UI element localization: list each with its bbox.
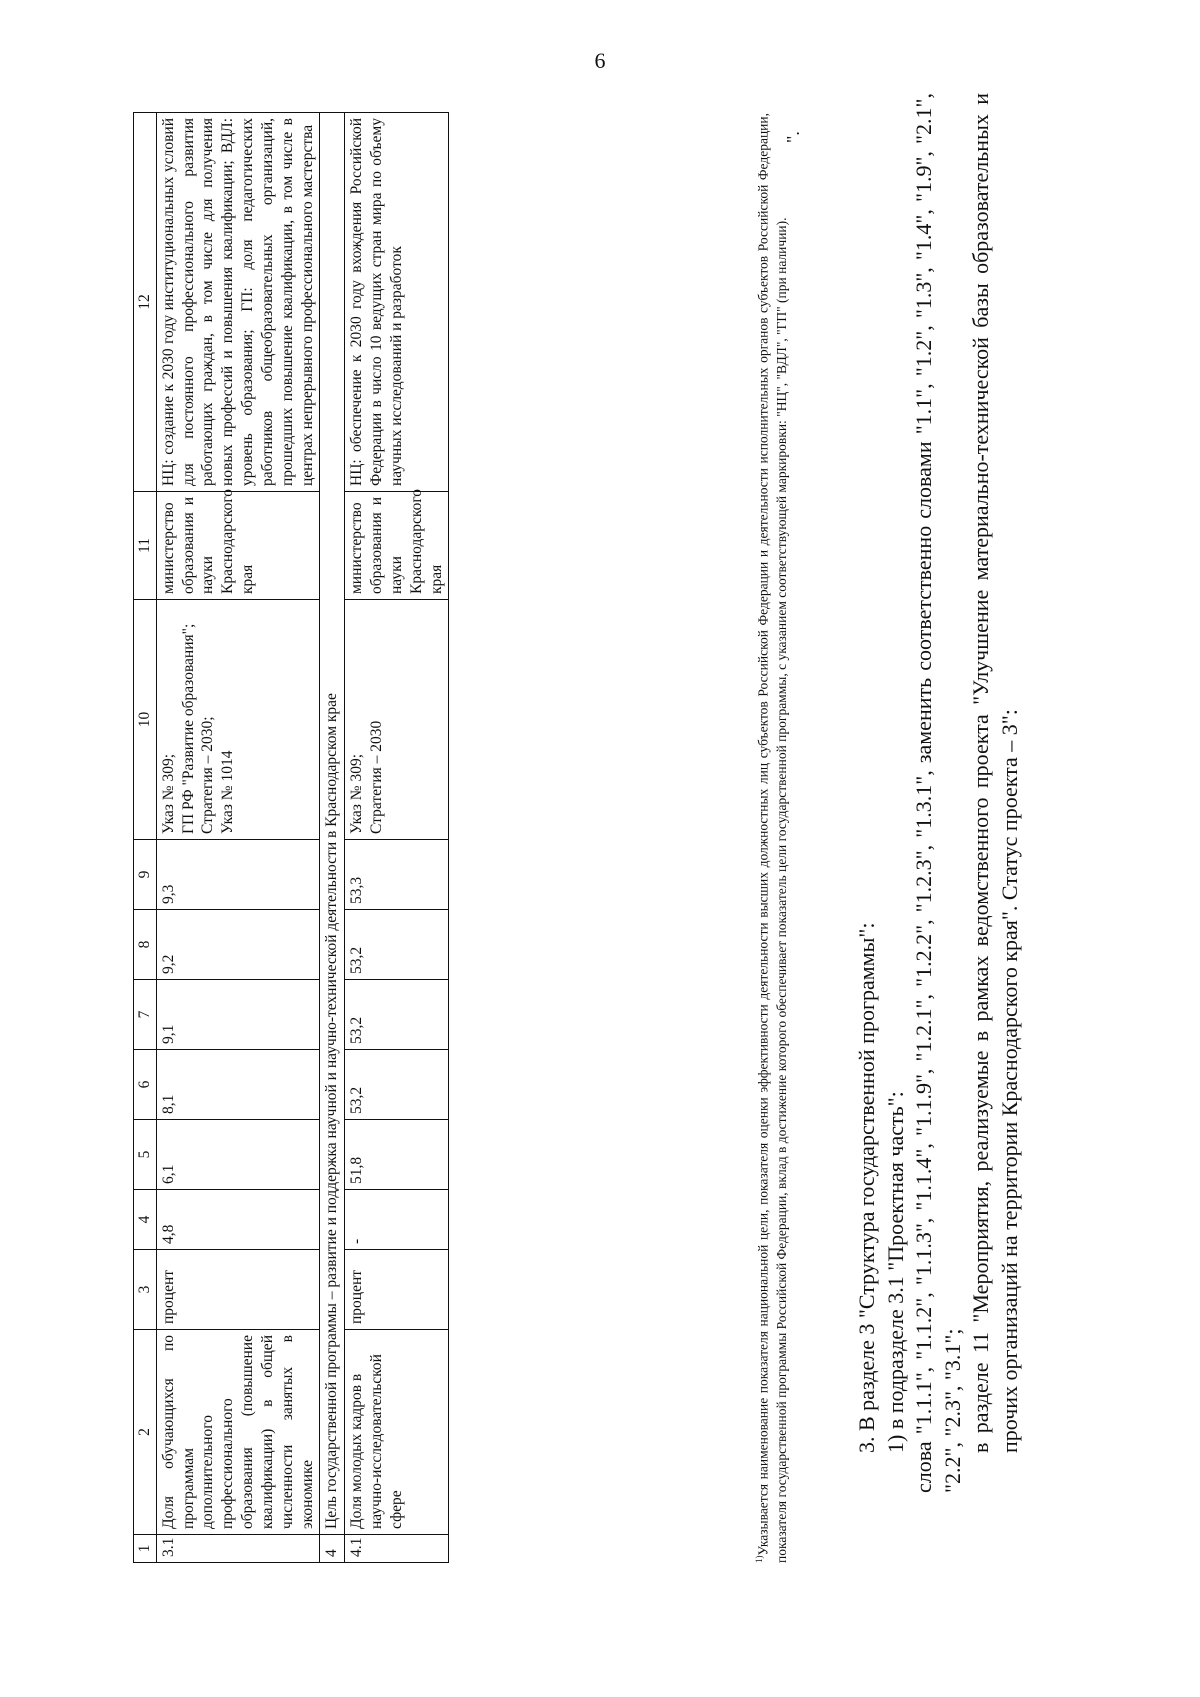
paragraph-replace-words: слова "1.1.1", "1.1.2", "1.1.3", "1.1.4", "1.1.9", "1.2.1", "1.2.2", "1.2.3", "1.3.1", заменить соответственно словами "1.1", "1.2", "1.3", "1.4", "1.9", "2.1", "2.2", "2.3", "3.1"; <box>911 93 965 1493</box>
col-header-9: 9 <box>134 840 157 910</box>
amendment-text <box>853 93 1025 1563</box>
responsible-body: министерство образования и науки Краснодарского края <box>345 492 449 600</box>
value-col-7: 53,2 <box>345 980 449 1050</box>
indicators-table <box>133 112 449 1563</box>
table-row-3-1 <box>156 113 320 1563</box>
footnote <box>753 113 791 1563</box>
linked-goal: НЦ: обеспечение к 2030 году вхождения Российской Федерации в число 10 ведущих стран мира по объему научных исследований и разработок <box>345 113 449 492</box>
row-number: 4.1 <box>345 1535 449 1563</box>
closing-quote: ". <box>783 131 803 143</box>
table-section-row-4 <box>320 113 345 1563</box>
col-header-6: 6 <box>134 1050 157 1120</box>
col-header-3: 3 <box>134 1250 157 1330</box>
value-col-5: 6,1 <box>156 1120 320 1190</box>
col-header-7: 7 <box>134 980 157 1050</box>
col-header-5: 5 <box>134 1120 157 1190</box>
paragraph-subsection-3-1: 1) в подразделе 3.1 "Проектная часть": <box>882 1091 908 1453</box>
value-col-7: 9,1 <box>156 980 320 1050</box>
footnote-text: Указывается наименование показателя национальной цели, показателя оценки эффективности деятельности высших должностных лиц субъектов Российской Федерации и деятельности исполнительных органов субъектов Российской Федерации, показателя государственной программы Российской Федерации, вклад в достижение которого обеспечивает показатель цели государственной программы, с указанием соответствующей маркировки: "НЦ", "ВДЛ", "ГП" (при наличии). <box>755 113 789 1563</box>
document-line: Указ № 309; <box>348 753 366 834</box>
document-line: Стратегия – 2030 <box>368 720 386 834</box>
value-col-8: 53,2 <box>345 910 449 980</box>
col-header-11: 11 <box>134 492 157 600</box>
value-col-4: 4,8 <box>156 1190 320 1250</box>
col-header-1: 1 <box>134 1535 157 1563</box>
row-number: 3.1 <box>156 1535 320 1563</box>
document-line: ГП РФ "Развитие образования"; <box>179 623 197 834</box>
paragraph-section-3: 3. В разделе 3 "Структура государственной программы": <box>854 922 879 1453</box>
value-col-9: 53,3 <box>345 840 449 910</box>
value-col-8: 9,2 <box>156 910 320 980</box>
document-line: Указ № 309; <box>159 753 177 834</box>
footnote-mark: 1) <box>754 1555 764 1563</box>
value-col-6: 53,2 <box>345 1050 449 1120</box>
section-title: Цель государственной программы – развитие и поддержка научной и научно-технической деятельности в Краснодарском крае <box>320 113 345 1535</box>
col-header-2: 2 <box>134 1330 157 1535</box>
document-line: Указ № 1014 <box>219 750 237 834</box>
unit: процент <box>345 1250 449 1330</box>
col-header-8: 8 <box>134 910 157 980</box>
documents-cell <box>345 600 449 840</box>
value-col-6: 8,1 <box>156 1050 320 1120</box>
value-col-9: 9,3 <box>156 840 320 910</box>
indicator-name: Доля молодых кадров в научно-исследовательской сфере <box>345 1330 449 1535</box>
indicator-name: Доля обучающихся по программам дополнительного профессионального образования (повышение квалификации) в общей численности занятых в экономике <box>156 1330 320 1535</box>
paragraph-section-11: в разделе 11 "Мероприятия, реализуемые в рамках ведомственного проекта "Улучшение материально-технической базы образовательных и прочих организаций на территории Краснодарского края". Статус проекта – 3": <box>968 93 1022 1453</box>
responsible-body: министерство образования и науки Краснодарского края <box>156 492 320 600</box>
table-header-row <box>134 113 157 1563</box>
col-header-10: 10 <box>134 600 157 840</box>
unit: процент <box>156 1250 320 1330</box>
linked-goal: НЦ: создание к 2030 году институциональных условий для постоянного профессионального развития работающих граждан, в том числе для получения новых профессий и повышения квалификации; ВДЛ: уровень образования; ГП: доля педагогических работников общеобразовательных организаций, прошедших повышение квалификации, в том числе в центрах непрерывного профессионального мастерства <box>156 113 320 492</box>
value-col-5: 51,8 <box>345 1120 449 1190</box>
value-col-4: - <box>345 1190 449 1250</box>
documents-cell <box>156 600 320 840</box>
page-number: 6 <box>594 48 606 73</box>
rotated-content <box>83 63 1113 1603</box>
section-number: 4 <box>320 1535 345 1563</box>
col-header-12: 12 <box>134 113 157 492</box>
col-header-4: 4 <box>134 1190 157 1250</box>
document-line: Стратегия – 2030; <box>199 716 217 834</box>
table-row-4-1 <box>345 113 449 1563</box>
